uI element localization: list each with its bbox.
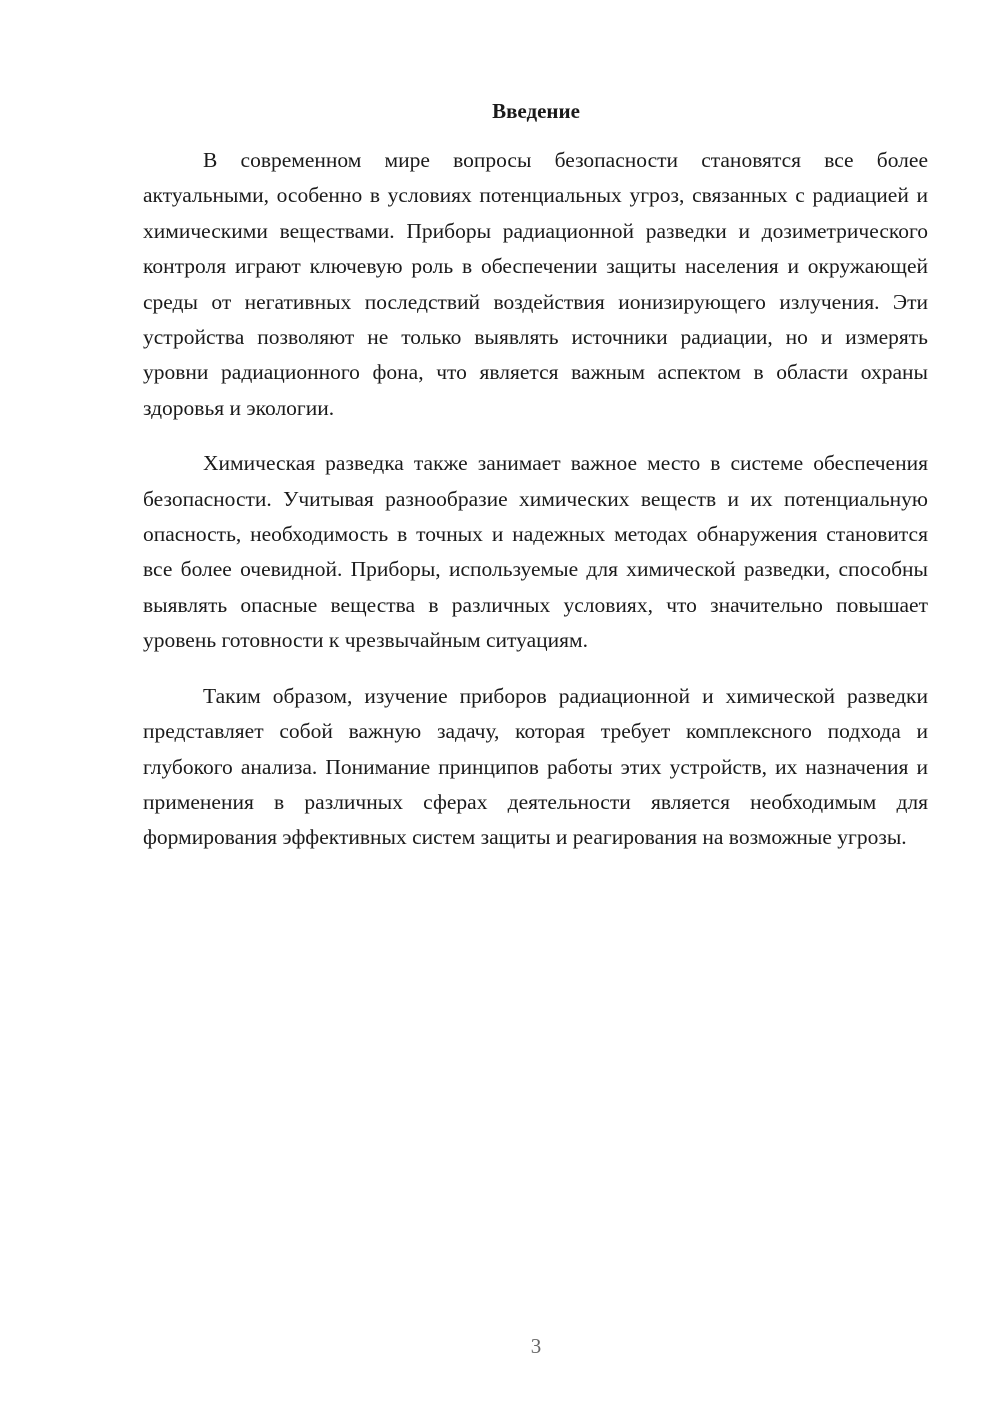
body-text <box>143 143 928 876</box>
paragraph-2: Химическая разведка также занимает важное место в системе обеспечения безопасности. Учитывая разнообразие химических веществ и их потенциальную опасность, необходимость в точных и надежных методах обнаружения становится все более очевидной. Приборы, используемые для химической разведки, способны выявлять опасные вещества в различных условиях, что значительно повышает уровень готовности к чрезвычайным ситуациям. <box>143 451 928 653</box>
paragraph-3: Таким образом, изучение приборов радиационной и химической разведки представляет собой важную задачу, которая требует комплексного подхода и глубокого анализа. Понимание принципов работы этих устройств, их назначения и применения в различных сферах деятельности является необходимым для формирования эффективных систем защиты и реагирования на возможные угрозы. <box>143 683 928 850</box>
paragraph-1: В современном мире вопросы безопасности становятся все более актуальными, особенно в условиях потенциальных угроз, связанных с радиацией и химическими веществами. Приборы радиационной разведки и дозиметрического контроля играют ключевую роль в обеспечении защиты населения и окружающей среды от негативных последствий воздействия ионизирующего излучения. Эти устройства позволяют не только выявлять источники радиации, но и измерять уровни радиационного фона, что является важным аспектом в области охраны здоровья и экологии. <box>143 148 928 420</box>
section-title: Введение <box>492 99 580 123</box>
page-number: 3 <box>530 1334 542 1358</box>
